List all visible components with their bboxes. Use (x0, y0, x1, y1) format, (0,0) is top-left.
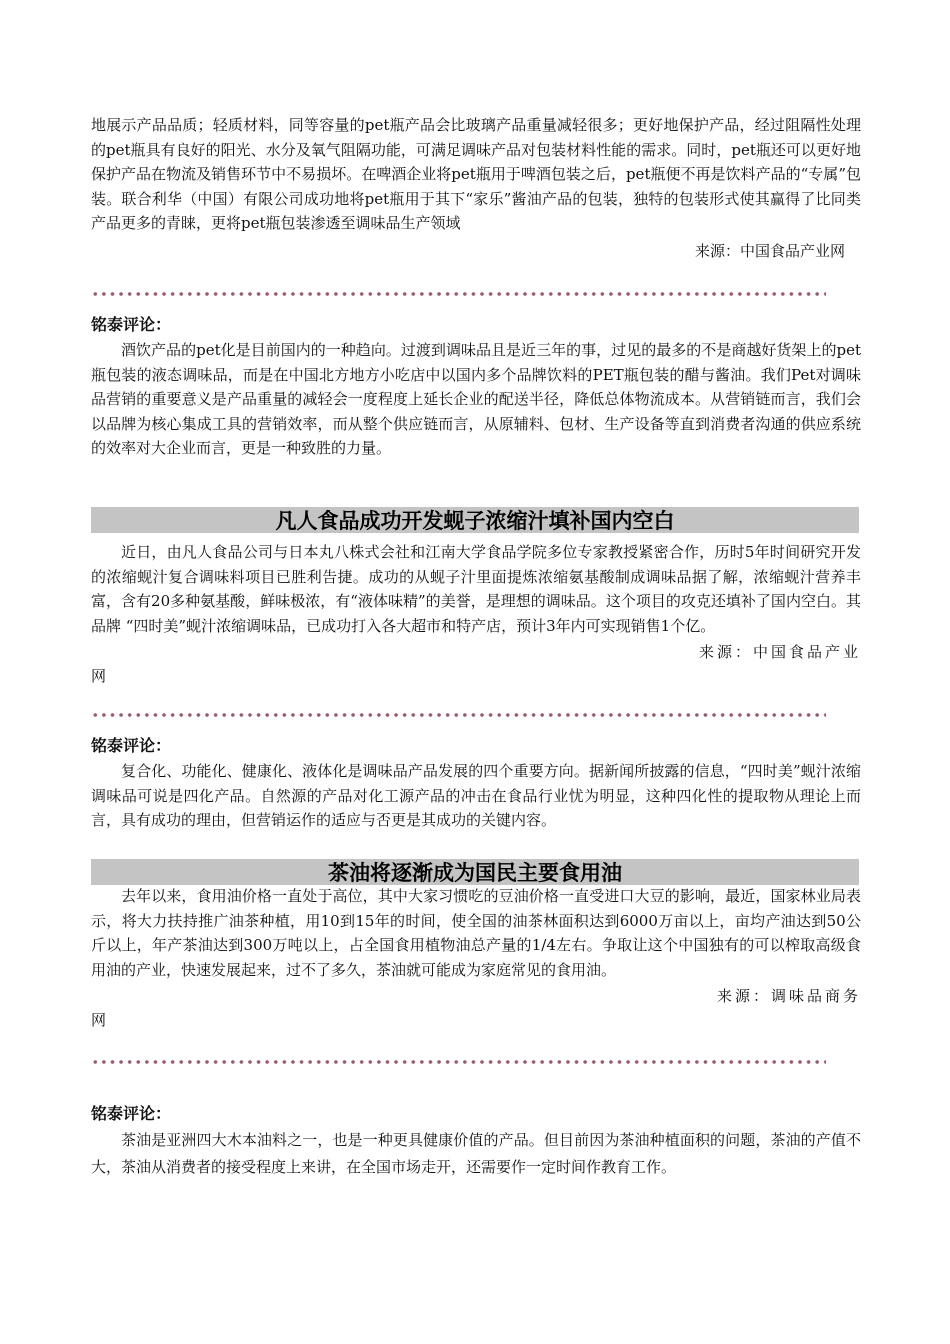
intro-source: 来源：中国食品产业网 (694, 241, 845, 260)
comment-2 (91, 735, 861, 833)
comment-label: 铭泰评论： (91, 315, 172, 334)
comment-paragraph: 酒饮产品的pet化是目前国内的一种趋向。过渡到调味品且是近三年的事，过见的最多的不是商越好货架上的pet瓶包装的液态调味品，而是在中国北方地方小吃店中以国内多个品牌饮料的PET瓶包装的醋与酱油。我们Pet对调味品营销的重要意义是产品重量的减轻会一度程度上延长企业的配送半径，降低总体物流成本。从营销链而言，我们会以品牌为核心集成工具的营销效率，而从整个供应链而言，从原辅料、包材、生产设备等直到消费者沟通的供应系统的效率对大企业而言，更是一种致胜的力量。 (91, 341, 861, 457)
intro-paragraph: 地展示产品品质；轻质材料，同等容量的pet瓶产品会比玻璃产品重量减轻很多；更好地保护产品，经过阻隔性处理的pet瓶具有良好的阳光、水分及氧气阻隔功能，可满足调味产品对包装材料性能的需求。同时，pet瓶还可以更好地保护产品在物流及销售环节中不易损坏。在啤酒企业将pet瓶用于啤酒包装之后，pet瓶便不再是饮料产品的“专属”包装。联合利华（中国）有限公司成功地将pet瓶用于其下“家乐”酱油产品的包装，独特的包装形式使其赢得了比同类产品更多的青睐，更将pet瓶包装渗透至调味品生产领域 (91, 116, 861, 232)
article-2 (91, 884, 861, 1032)
intro-article (91, 113, 861, 263)
comment-label: 铭泰评论： (91, 736, 172, 755)
comment-paragraph: 复合化、功能化、健康化、液体化是调味品产品发展的四个重要方向。据新闻所披露的信息，“四时美”蚬汁浓缩调味品可说是四化产品。自然源的产品对化工源产品的冲击在食品行业忧为明显，这种四化性的提取物从理论上而言，具有成功的理由，但营销运作的适应与否更是其成功的关键内容。 (91, 762, 861, 829)
comment-paragraph: 茶油是亚洲四大木本油料之一，也是一种更具健康价值的产品。但目前因为茶油种植面积的问题，茶油的产值不大，茶油从消费者的接受程度上来讲，在全国市场走开，还需要作一定时间作教育工作。 (91, 1131, 861, 1176)
article-source: 来源：中国食品产业 网 (91, 643, 861, 685)
comment-label: 铭泰评论： (91, 1104, 172, 1123)
article-headline: 茶油将逐渐成为国民主要食用油 (91, 859, 859, 885)
article-headline: 凡人食品成功开发蚬子浓缩汁填补国内空白 (91, 507, 859, 533)
comment-1 (91, 314, 861, 461)
dotted-divider (91, 711, 826, 719)
article-source: 来源：调味品商务 网 (91, 987, 861, 1029)
dotted-divider (91, 290, 826, 298)
article-paragraph: 近日，由凡人食品公司与日本丸八株式会社和江南大学食品学院多位专家教授紧密合作，历时5年时间研究开发的浓缩蚬汁复合调味料项目已胜利告捷。成功的从蚬子汁里面提炼浓缩氨基酸制成调味品据了解，浓缩蚬汁营养丰富，含有20多种氨基酸，鲜味极浓，有“液体味精”的美誉，是理想的调味品。这个项目的攻克还填补了国内空白。其品牌 “四时美”蚬汁浓缩调味品，已成功打入各大超市和特产店，预计3年内可实现销售1个亿。 (91, 543, 861, 635)
dotted-divider (91, 1058, 826, 1066)
comment-3 (91, 1103, 861, 1181)
article-paragraph: 去年以来，食用油价格一直处于高位，其中大家习惯吃的豆油价格一直受进口大豆的影响，最近，国家林业局表示，将大力扶持推广油茶种植，用10到15年的时间，使全国的油茶林面积达到6000万亩以上，亩均产油达到50公斤以上，年产茶油达到300万吨以上，占全国食用植物油总产量的1/4左右。争取让这个中国独有的可以榨取高级食用油的产业，快速发展起来，过不了多久，茶油就可能成为家庭常见的食用油。 (91, 887, 861, 979)
article-1 (91, 540, 861, 688)
